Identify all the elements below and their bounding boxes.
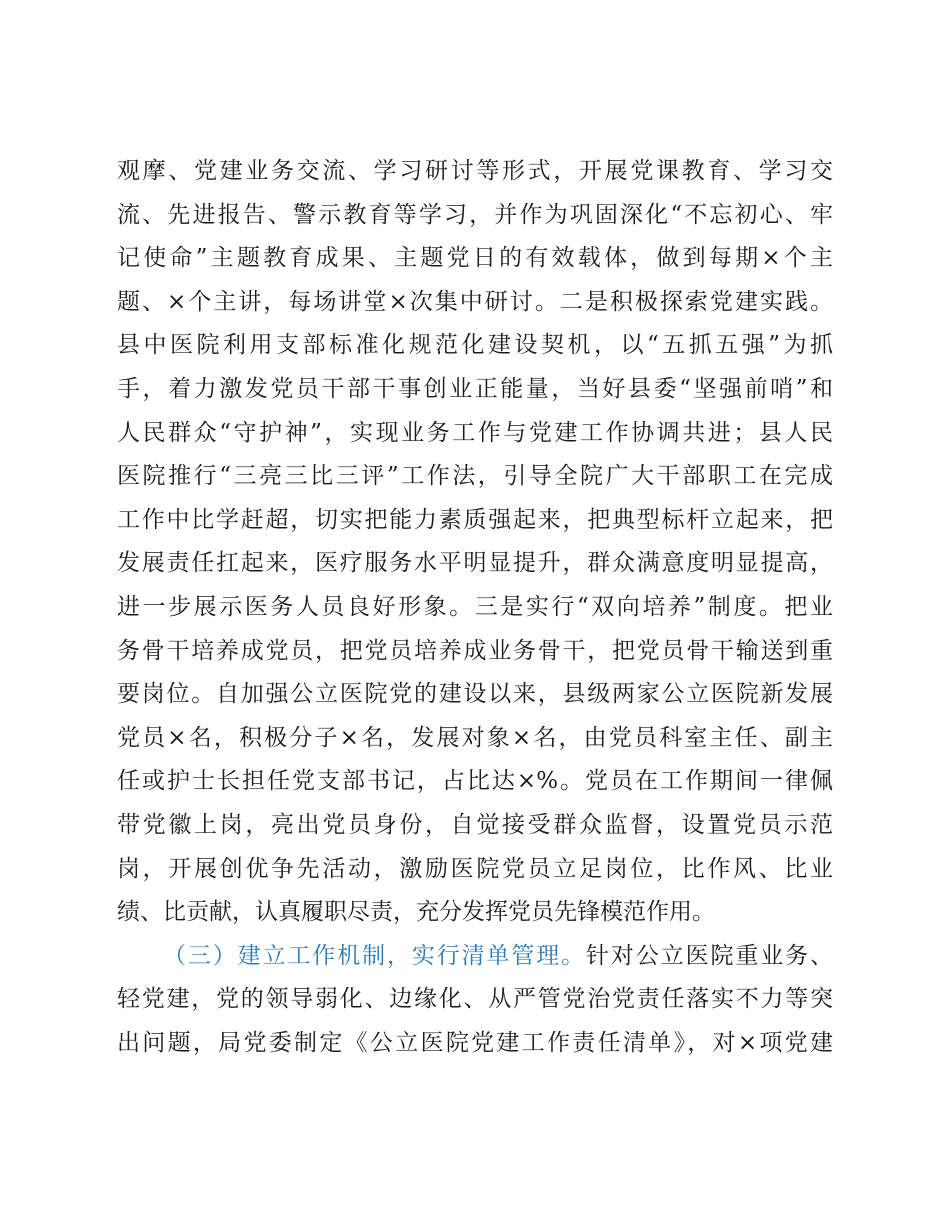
paragraph-line: 带党徽上岗，亮出党员身份，自觉接受群众监督，设置党员示范 [117, 811, 833, 838]
paragraph-line: 医院推行“三亮三比三评”工作法，引导全院广大干部职工在完成 [117, 463, 833, 490]
paragraph-line: 要岗位。自加强公立医院党的建设以来，县级两家公立医院新发展 [117, 681, 833, 708]
section-heading: （三）建立工作机制，实行清单管理。 [163, 942, 587, 969]
paragraph-line: 观摩、党建业务交流、学习研讨等形式，开展党课教育、学习交 [117, 158, 833, 184]
paragraph-line: 工作中比学赶超，切实把能力素质强起来，把典型标杆立起来，把 [117, 506, 833, 533]
paragraph-line: 出问题，局党委制定《公立医院党建工作责任清单》，对×项党建 [117, 1029, 833, 1056]
paragraph-line: 题、×个主讲，每场讲堂×次集中研讨。二是积极探索党建实践。 [117, 288, 833, 315]
paragraph-line: 县中医院利用支部标准化规范化建设契机，以“五抓五强”为抓 [117, 332, 833, 359]
paragraph-line: 发展责任扛起来，医疗服务水平明显提升，群众满意度明显提高， [117, 550, 833, 577]
paragraph-line: 务骨干培养成党员，把党员培养成业务骨干，把党员骨干输送到重 [117, 637, 833, 664]
paragraph-line: 绩、比贡献，认真履职尽责，充分发挥党员先锋模范作用。 [117, 899, 715, 926]
paragraph-line: 任或护士长担任党支部书记，占比达×%。党员在工作期间一律佩 [117, 768, 833, 795]
paragraph-line: 岗，开展创优争先活动，激励医院党员立足岗位，比作风、比业 [117, 855, 833, 882]
paragraph-line: 人民群众“守护神”，实现业务工作与党建工作协调共进；县人民 [117, 419, 833, 446]
paragraph-line: 进一步展示医务人员良好形象。三是实行“双向培养”制度。把业 [117, 593, 833, 620]
paragraph-line: 手，着力激发党员干部干事创业正能量，当好县委“坚强前哨”和 [117, 375, 833, 402]
section-heading-line [117, 935, 833, 979]
paragraph-line: 记使命”主题教育成果、主题党日的有效载体，做到每期×个主 [117, 245, 833, 272]
body-text [117, 150, 833, 1065]
section-heading-rest: 针对公立医院重业务、 [586, 942, 834, 969]
paragraph-line: 轻党建，党的领导弱化、边缘化、从严管党治党责任落实不力等突 [117, 986, 833, 1013]
paragraph-line: 党员×名，积极分子×名，发展对象×名，由党员科室主任、副主 [117, 724, 833, 751]
paragraph-line: 流、先进报告、警示教育等学习，并作为巩固深化“不忘初心、牢 [117, 201, 833, 228]
